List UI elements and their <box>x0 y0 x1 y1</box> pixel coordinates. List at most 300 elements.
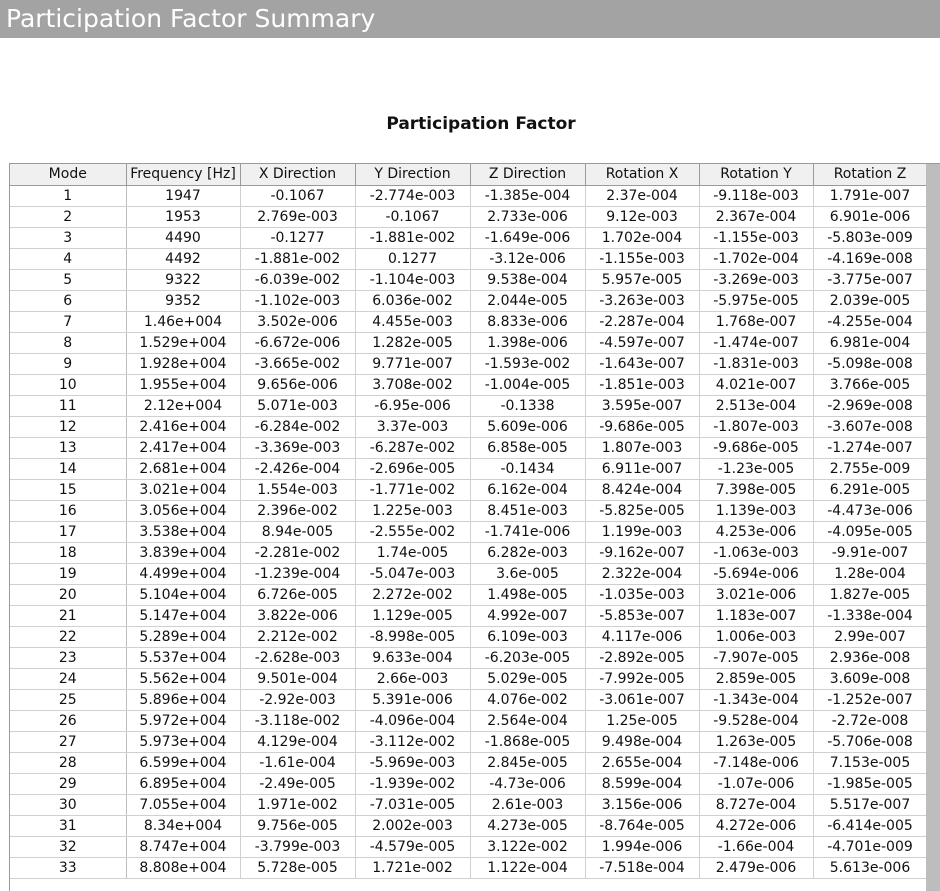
cell-rotation-x: 2.37e-004 <box>585 186 699 207</box>
cell-frequency: 1.955e+004 <box>126 375 240 396</box>
table-row[interactable] <box>10 396 927 417</box>
cell-x-direction: 3.822e-006 <box>240 606 355 627</box>
cell-z-direction: 4.992e-007 <box>470 606 585 627</box>
cell-z-direction: 6.109e-003 <box>470 627 585 648</box>
cell-y-direction: -7.031e-005 <box>355 795 470 816</box>
cell-rotation-x: 4.117e-006 <box>585 627 699 648</box>
cell-frequency: 1.46e+004 <box>126 312 240 333</box>
cell-rotation-z: -5.098e-008 <box>813 354 927 375</box>
cell-rotation-x: 1.807e-003 <box>585 438 699 459</box>
cell-mode: 17 <box>10 522 126 543</box>
cell-rotation-x: 3.156e-006 <box>585 795 699 816</box>
cell-x-direction: -3.665e-002 <box>240 354 355 375</box>
cell-x-direction: 1.971e-002 <box>240 795 355 816</box>
cell-mode: 32 <box>10 837 126 858</box>
cell-rotation-y: -9.528e-004 <box>699 711 813 732</box>
cell-z-direction: -0.1338 <box>470 396 585 417</box>
cell-y-direction: 6.036e-002 <box>355 291 470 312</box>
cell-frequency: 9352 <box>126 291 240 312</box>
cell-y-direction: 2.66e-003 <box>355 669 470 690</box>
table-row[interactable] <box>10 228 927 249</box>
cell-rotation-z: -1.338e-004 <box>813 606 927 627</box>
cell-rotation-y: -5.975e-005 <box>699 291 813 312</box>
cell-y-direction: 3.708e-002 <box>355 375 470 396</box>
cell-rotation-x: 5.957e-005 <box>585 270 699 291</box>
cell-rotation-x: -1.851e-003 <box>585 375 699 396</box>
cell-y-direction: 9.771e-007 <box>355 354 470 375</box>
cell-z-direction: -1.868e-005 <box>470 732 585 753</box>
cell-mode: 12 <box>10 417 126 438</box>
column-header-y-direction[interactable]: Y Direction <box>355 164 470 186</box>
cell-y-direction: -6.95e-006 <box>355 396 470 417</box>
cell-rotation-x: -4.597e-007 <box>585 333 699 354</box>
column-header-mode[interactable]: Mode <box>10 164 126 186</box>
cell-z-direction: 3.122e-002 <box>470 837 585 858</box>
table-row[interactable] <box>10 249 927 270</box>
cell-frequency: 8.808e+004 <box>126 858 240 879</box>
cell-rotation-x: 3.595e-007 <box>585 396 699 417</box>
column-header-x-direction[interactable]: X Direction <box>240 164 355 186</box>
cell-mode: 15 <box>10 480 126 501</box>
table-row[interactable] <box>10 816 927 837</box>
cell-x-direction: -2.49e-005 <box>240 774 355 795</box>
cell-mode: 10 <box>10 375 126 396</box>
cell-y-direction: 9.633e-004 <box>355 648 470 669</box>
cell-y-direction: -5.969e-003 <box>355 753 470 774</box>
cell-z-direction: 4.076e-002 <box>470 690 585 711</box>
cell-rotation-y: 8.727e-004 <box>699 795 813 816</box>
cell-z-direction: 6.162e-004 <box>470 480 585 501</box>
cell-y-direction: -2.555e-002 <box>355 522 470 543</box>
cell-rotation-x: 1.25e-005 <box>585 711 699 732</box>
column-header-frequency[interactable]: Frequency [Hz] <box>126 164 240 186</box>
cell-z-direction: -1.385e-004 <box>470 186 585 207</box>
cell-x-direction: -2.426e-004 <box>240 459 355 480</box>
cell-rotation-x: 1.994e-006 <box>585 837 699 858</box>
cell-z-direction: -4.73e-006 <box>470 774 585 795</box>
cell-rotation-y: -1.343e-004 <box>699 690 813 711</box>
table-row[interactable] <box>10 438 927 459</box>
cell-mode: 19 <box>10 564 126 585</box>
cell-rotation-z: -9.91e-007 <box>813 543 927 564</box>
table-row[interactable] <box>10 585 927 606</box>
cell-rotation-z: -3.775e-007 <box>813 270 927 291</box>
cell-x-direction: -2.92e-003 <box>240 690 355 711</box>
cell-mode: 27 <box>10 732 126 753</box>
cell-z-direction: 2.61e-003 <box>470 795 585 816</box>
cell-frequency: 3.839e+004 <box>126 543 240 564</box>
cell-rotation-z: 6.291e-005 <box>813 480 927 501</box>
cell-rotation-x: 9.12e-003 <box>585 207 699 228</box>
cell-x-direction: -6.039e-002 <box>240 270 355 291</box>
cell-mode: 23 <box>10 648 126 669</box>
cell-y-direction: 5.391e-006 <box>355 690 470 711</box>
cell-frequency: 8.747e+004 <box>126 837 240 858</box>
cell-z-direction: 9.538e-004 <box>470 270 585 291</box>
cell-mode: 26 <box>10 711 126 732</box>
cell-rotation-z: -4.255e-004 <box>813 312 927 333</box>
table-row[interactable] <box>10 711 927 732</box>
cell-frequency: 5.537e+004 <box>126 648 240 669</box>
cell-x-direction: 2.396e-002 <box>240 501 355 522</box>
cell-rotation-x: -1.035e-003 <box>585 585 699 606</box>
cell-rotation-x: 9.498e-004 <box>585 732 699 753</box>
cell-rotation-y: -1.07e-006 <box>699 774 813 795</box>
cell-rotation-x: 8.599e-004 <box>585 774 699 795</box>
cell-mode: 29 <box>10 774 126 795</box>
table-row[interactable] <box>10 333 927 354</box>
table-row[interactable] <box>10 564 927 585</box>
table-row[interactable] <box>10 207 927 228</box>
cell-rotation-y: -3.269e-003 <box>699 270 813 291</box>
cell-x-direction: -2.281e-002 <box>240 543 355 564</box>
cell-frequency: 5.289e+004 <box>126 627 240 648</box>
cell-rotation-y: 1.183e-007 <box>699 606 813 627</box>
cell-rotation-x: -1.155e-003 <box>585 249 699 270</box>
cell-rotation-y: 7.398e-005 <box>699 480 813 501</box>
cell-mode: 4 <box>10 249 126 270</box>
cell-rotation-y: 4.253e-006 <box>699 522 813 543</box>
cell-frequency: 8.34e+004 <box>126 816 240 837</box>
cell-rotation-y: 4.272e-006 <box>699 816 813 837</box>
cell-mode: 6 <box>10 291 126 312</box>
cell-rotation-y: 2.367e-004 <box>699 207 813 228</box>
cell-z-direction: 5.029e-005 <box>470 669 585 690</box>
table-row[interactable] <box>10 858 927 879</box>
cell-y-direction: 3.37e-003 <box>355 417 470 438</box>
cell-rotation-y: -9.118e-003 <box>699 186 813 207</box>
cell-frequency: 2.681e+004 <box>126 459 240 480</box>
cell-frequency: 1947 <box>126 186 240 207</box>
cell-frequency: 2.417e+004 <box>126 438 240 459</box>
cell-rotation-z: 1.28e-004 <box>813 564 927 585</box>
cell-x-direction: 2.769e-003 <box>240 207 355 228</box>
cell-z-direction: -1.741e-006 <box>470 522 585 543</box>
cell-mode: 7 <box>10 312 126 333</box>
cell-x-direction: -2.628e-003 <box>240 648 355 669</box>
cell-rotation-x: -9.162e-007 <box>585 543 699 564</box>
table-row[interactable] <box>10 354 927 375</box>
cell-frequency: 1.928e+004 <box>126 354 240 375</box>
cell-mode: 13 <box>10 438 126 459</box>
cell-rotation-z: 6.981e-004 <box>813 333 927 354</box>
cell-z-direction: 8.451e-003 <box>470 501 585 522</box>
cell-x-direction: 3.502e-006 <box>240 312 355 333</box>
table-header-row <box>10 164 927 186</box>
table-row[interactable] <box>10 480 927 501</box>
cell-rotation-x: 2.655e-004 <box>585 753 699 774</box>
cell-z-direction: -3.12e-006 <box>470 249 585 270</box>
cell-y-direction: -1.881e-002 <box>355 228 470 249</box>
cell-frequency: 5.972e+004 <box>126 711 240 732</box>
cell-rotation-x: -1.643e-007 <box>585 354 699 375</box>
cell-rotation-y: 1.006e-003 <box>699 627 813 648</box>
cell-y-direction: 1.282e-005 <box>355 333 470 354</box>
cell-rotation-x: -5.825e-005 <box>585 501 699 522</box>
cell-frequency: 5.147e+004 <box>126 606 240 627</box>
participation-factor-table-container[interactable] <box>9 163 940 891</box>
cell-rotation-y: 1.263e-005 <box>699 732 813 753</box>
cell-rotation-y: -1.474e-007 <box>699 333 813 354</box>
cell-x-direction: -1.102e-003 <box>240 291 355 312</box>
cell-rotation-z: -5.803e-009 <box>813 228 927 249</box>
participation-factor-table <box>10 164 928 879</box>
cell-frequency: 3.056e+004 <box>126 501 240 522</box>
cell-frequency: 1953 <box>126 207 240 228</box>
cell-y-direction: 2.002e-003 <box>355 816 470 837</box>
cell-rotation-z: 1.791e-007 <box>813 186 927 207</box>
cell-mode: 31 <box>10 816 126 837</box>
cell-y-direction: -6.287e-002 <box>355 438 470 459</box>
cell-mode: 5 <box>10 270 126 291</box>
cell-mode: 11 <box>10 396 126 417</box>
cell-x-direction: -1.61e-004 <box>240 753 355 774</box>
cell-mode: 14 <box>10 459 126 480</box>
cell-z-direction: -6.203e-005 <box>470 648 585 669</box>
cell-y-direction: 2.272e-002 <box>355 585 470 606</box>
cell-rotation-y: -1.155e-003 <box>699 228 813 249</box>
cell-rotation-y: -1.831e-003 <box>699 354 813 375</box>
cell-rotation-z: -4.473e-006 <box>813 501 927 522</box>
cell-rotation-z: 3.766e-005 <box>813 375 927 396</box>
cell-rotation-x: -3.061e-007 <box>585 690 699 711</box>
cell-rotation-z: -4.169e-008 <box>813 249 927 270</box>
cell-z-direction: 2.564e-004 <box>470 711 585 732</box>
cell-z-direction: 6.858e-005 <box>470 438 585 459</box>
cell-rotation-y: -9.686e-005 <box>699 438 813 459</box>
cell-z-direction: 1.122e-004 <box>470 858 585 879</box>
cell-rotation-z: 2.755e-009 <box>813 459 927 480</box>
table-row[interactable] <box>10 312 927 333</box>
cell-mode: 3 <box>10 228 126 249</box>
cell-rotation-z: -4.701e-009 <box>813 837 927 858</box>
cell-y-direction: 1.74e-005 <box>355 543 470 564</box>
cell-rotation-z: 3.609e-008 <box>813 669 927 690</box>
cell-rotation-y: -1.063e-003 <box>699 543 813 564</box>
cell-frequency: 5.896e+004 <box>126 690 240 711</box>
cell-y-direction: -2.774e-003 <box>355 186 470 207</box>
cell-frequency: 2.12e+004 <box>126 396 240 417</box>
cell-y-direction: 1.721e-002 <box>355 858 470 879</box>
table-row[interactable] <box>10 606 927 627</box>
cell-rotation-x: -7.518e-004 <box>585 858 699 879</box>
cell-rotation-x: 1.702e-004 <box>585 228 699 249</box>
table-row[interactable] <box>10 732 927 753</box>
table-row[interactable] <box>10 795 927 816</box>
cell-y-direction: -4.096e-004 <box>355 711 470 732</box>
cell-mode: 18 <box>10 543 126 564</box>
cell-x-direction: -3.118e-002 <box>240 711 355 732</box>
table-row[interactable] <box>10 627 927 648</box>
cell-frequency: 2.416e+004 <box>126 417 240 438</box>
cell-y-direction: 4.455e-003 <box>355 312 470 333</box>
cell-rotation-z: 2.039e-005 <box>813 291 927 312</box>
cell-rotation-z: -6.414e-005 <box>813 816 927 837</box>
cell-rotation-z: -3.607e-008 <box>813 417 927 438</box>
cell-mode: 2 <box>10 207 126 228</box>
cell-x-direction: -1.239e-004 <box>240 564 355 585</box>
cell-rotation-z: 2.99e-007 <box>813 627 927 648</box>
cell-rotation-z: -5.706e-008 <box>813 732 927 753</box>
cell-rotation-z: -1.274e-007 <box>813 438 927 459</box>
cell-mode: 25 <box>10 690 126 711</box>
cell-frequency: 4490 <box>126 228 240 249</box>
cell-x-direction: 5.728e-005 <box>240 858 355 879</box>
column-header-rotation-x[interactable]: Rotation X <box>585 164 699 186</box>
table-row[interactable] <box>10 774 927 795</box>
table-row[interactable] <box>10 648 927 669</box>
table-row[interactable] <box>10 417 927 438</box>
table-row[interactable] <box>10 522 927 543</box>
cell-rotation-x: -3.263e-003 <box>585 291 699 312</box>
cell-rotation-y: -7.148e-006 <box>699 753 813 774</box>
cell-rotation-y: -1.23e-005 <box>699 459 813 480</box>
cell-x-direction: -6.284e-002 <box>240 417 355 438</box>
cell-x-direction: -3.369e-003 <box>240 438 355 459</box>
cell-x-direction: -0.1277 <box>240 228 355 249</box>
cell-rotation-y: 2.479e-006 <box>699 858 813 879</box>
cell-mode: 28 <box>10 753 126 774</box>
cell-y-direction: 1.225e-003 <box>355 501 470 522</box>
cell-y-direction: -2.696e-005 <box>355 459 470 480</box>
table-row[interactable] <box>10 291 927 312</box>
cell-rotation-z: 6.901e-006 <box>813 207 927 228</box>
cell-mode: 22 <box>10 627 126 648</box>
cell-z-direction: -0.1434 <box>470 459 585 480</box>
cell-rotation-x: -2.287e-004 <box>585 312 699 333</box>
cell-frequency: 5.104e+004 <box>126 585 240 606</box>
cell-mode: 8 <box>10 333 126 354</box>
cell-x-direction: 2.212e-002 <box>240 627 355 648</box>
cell-mode: 16 <box>10 501 126 522</box>
cell-y-direction: -1.939e-002 <box>355 774 470 795</box>
table-row[interactable] <box>10 501 927 522</box>
cell-z-direction: 1.498e-005 <box>470 585 585 606</box>
vertical-scrollbar[interactable] <box>926 164 940 891</box>
cell-mode: 20 <box>10 585 126 606</box>
column-header-z-direction[interactable]: Z Direction <box>470 164 585 186</box>
cell-y-direction: -3.112e-002 <box>355 732 470 753</box>
cell-z-direction: 8.833e-006 <box>470 312 585 333</box>
cell-rotation-z: 5.517e-007 <box>813 795 927 816</box>
cell-z-direction: 1.398e-006 <box>470 333 585 354</box>
cell-rotation-z: -1.985e-005 <box>813 774 927 795</box>
cell-x-direction: -0.1067 <box>240 186 355 207</box>
cell-frequency: 4492 <box>126 249 240 270</box>
column-header-rotation-z[interactable]: Rotation Z <box>813 164 927 186</box>
cell-x-direction: 5.071e-003 <box>240 396 355 417</box>
cell-y-direction: -4.579e-005 <box>355 837 470 858</box>
table-row[interactable] <box>10 690 927 711</box>
cell-z-direction: -1.649e-006 <box>470 228 585 249</box>
cell-rotation-y: -1.807e-003 <box>699 417 813 438</box>
cell-mode: 9 <box>10 354 126 375</box>
table-body <box>10 186 927 879</box>
cell-rotation-x: 6.911e-007 <box>585 459 699 480</box>
table-row[interactable] <box>10 669 927 690</box>
cell-x-direction: -3.799e-003 <box>240 837 355 858</box>
cell-frequency: 7.055e+004 <box>126 795 240 816</box>
cell-y-direction: 1.129e-005 <box>355 606 470 627</box>
column-header-rotation-y[interactable]: Rotation Y <box>699 164 813 186</box>
cell-z-direction: 2.044e-005 <box>470 291 585 312</box>
cell-rotation-y: -1.66e-004 <box>699 837 813 858</box>
table-row[interactable] <box>10 543 927 564</box>
cell-mode: 1 <box>10 186 126 207</box>
cell-mode: 24 <box>10 669 126 690</box>
cell-y-direction: -5.047e-003 <box>355 564 470 585</box>
cell-rotation-z: -4.095e-005 <box>813 522 927 543</box>
cell-x-direction: 4.129e-004 <box>240 732 355 753</box>
cell-z-direction: 2.845e-005 <box>470 753 585 774</box>
cell-x-direction: 9.501e-004 <box>240 669 355 690</box>
cell-z-direction: -1.593e-002 <box>470 354 585 375</box>
cell-frequency: 1.529e+004 <box>126 333 240 354</box>
table-row[interactable] <box>10 270 927 291</box>
cell-mode: 33 <box>10 858 126 879</box>
cell-frequency: 9322 <box>126 270 240 291</box>
cell-rotation-z: -2.72e-008 <box>813 711 927 732</box>
cell-y-direction: -1.771e-002 <box>355 480 470 501</box>
cell-x-direction: 8.94e-005 <box>240 522 355 543</box>
cell-rotation-x: -9.686e-005 <box>585 417 699 438</box>
cell-x-direction: -1.881e-002 <box>240 249 355 270</box>
cell-z-direction: 4.273e-005 <box>470 816 585 837</box>
table-row[interactable] <box>10 753 927 774</box>
table-row[interactable] <box>10 186 927 207</box>
cell-y-direction: -8.998e-005 <box>355 627 470 648</box>
cell-frequency: 5.562e+004 <box>126 669 240 690</box>
cell-z-direction: -1.004e-005 <box>470 375 585 396</box>
cell-frequency: 4.499e+004 <box>126 564 240 585</box>
cell-rotation-z: -2.969e-008 <box>813 396 927 417</box>
cell-z-direction: 6.282e-003 <box>470 543 585 564</box>
cell-rotation-x: -5.853e-007 <box>585 606 699 627</box>
cell-frequency: 6.895e+004 <box>126 774 240 795</box>
table-row[interactable] <box>10 837 927 858</box>
cell-rotation-y: -1.702e-004 <box>699 249 813 270</box>
cell-rotation-x: -8.764e-005 <box>585 816 699 837</box>
cell-rotation-y: 4.021e-007 <box>699 375 813 396</box>
cell-z-direction: 5.609e-006 <box>470 417 585 438</box>
window-title: Participation Factor Summary <box>0 0 940 38</box>
cell-x-direction: 9.656e-006 <box>240 375 355 396</box>
cell-x-direction: 9.756e-005 <box>240 816 355 837</box>
cell-rotation-z: 5.613e-006 <box>813 858 927 879</box>
cell-rotation-x: -7.992e-005 <box>585 669 699 690</box>
table-row[interactable] <box>10 459 927 480</box>
cell-rotation-y: -5.694e-006 <box>699 564 813 585</box>
cell-x-direction: 6.726e-005 <box>240 585 355 606</box>
cell-rotation-y: 2.513e-004 <box>699 396 813 417</box>
cell-frequency: 6.599e+004 <box>126 753 240 774</box>
cell-rotation-y: 1.768e-007 <box>699 312 813 333</box>
cell-frequency: 3.021e+004 <box>126 480 240 501</box>
table-row[interactable] <box>10 375 927 396</box>
cell-rotation-z: 2.936e-008 <box>813 648 927 669</box>
cell-y-direction: -0.1067 <box>355 207 470 228</box>
cell-rotation-y: -7.907e-005 <box>699 648 813 669</box>
cell-rotation-y: 2.859e-005 <box>699 669 813 690</box>
table-title: Participation Factor <box>386 114 576 134</box>
cell-rotation-z: 7.153e-005 <box>813 753 927 774</box>
cell-z-direction: 2.733e-006 <box>470 207 585 228</box>
cell-rotation-z: -1.252e-007 <box>813 690 927 711</box>
cell-frequency: 3.538e+004 <box>126 522 240 543</box>
cell-y-direction: -1.104e-003 <box>355 270 470 291</box>
cell-rotation-x: 1.199e-003 <box>585 522 699 543</box>
cell-rotation-y: 1.139e-003 <box>699 501 813 522</box>
